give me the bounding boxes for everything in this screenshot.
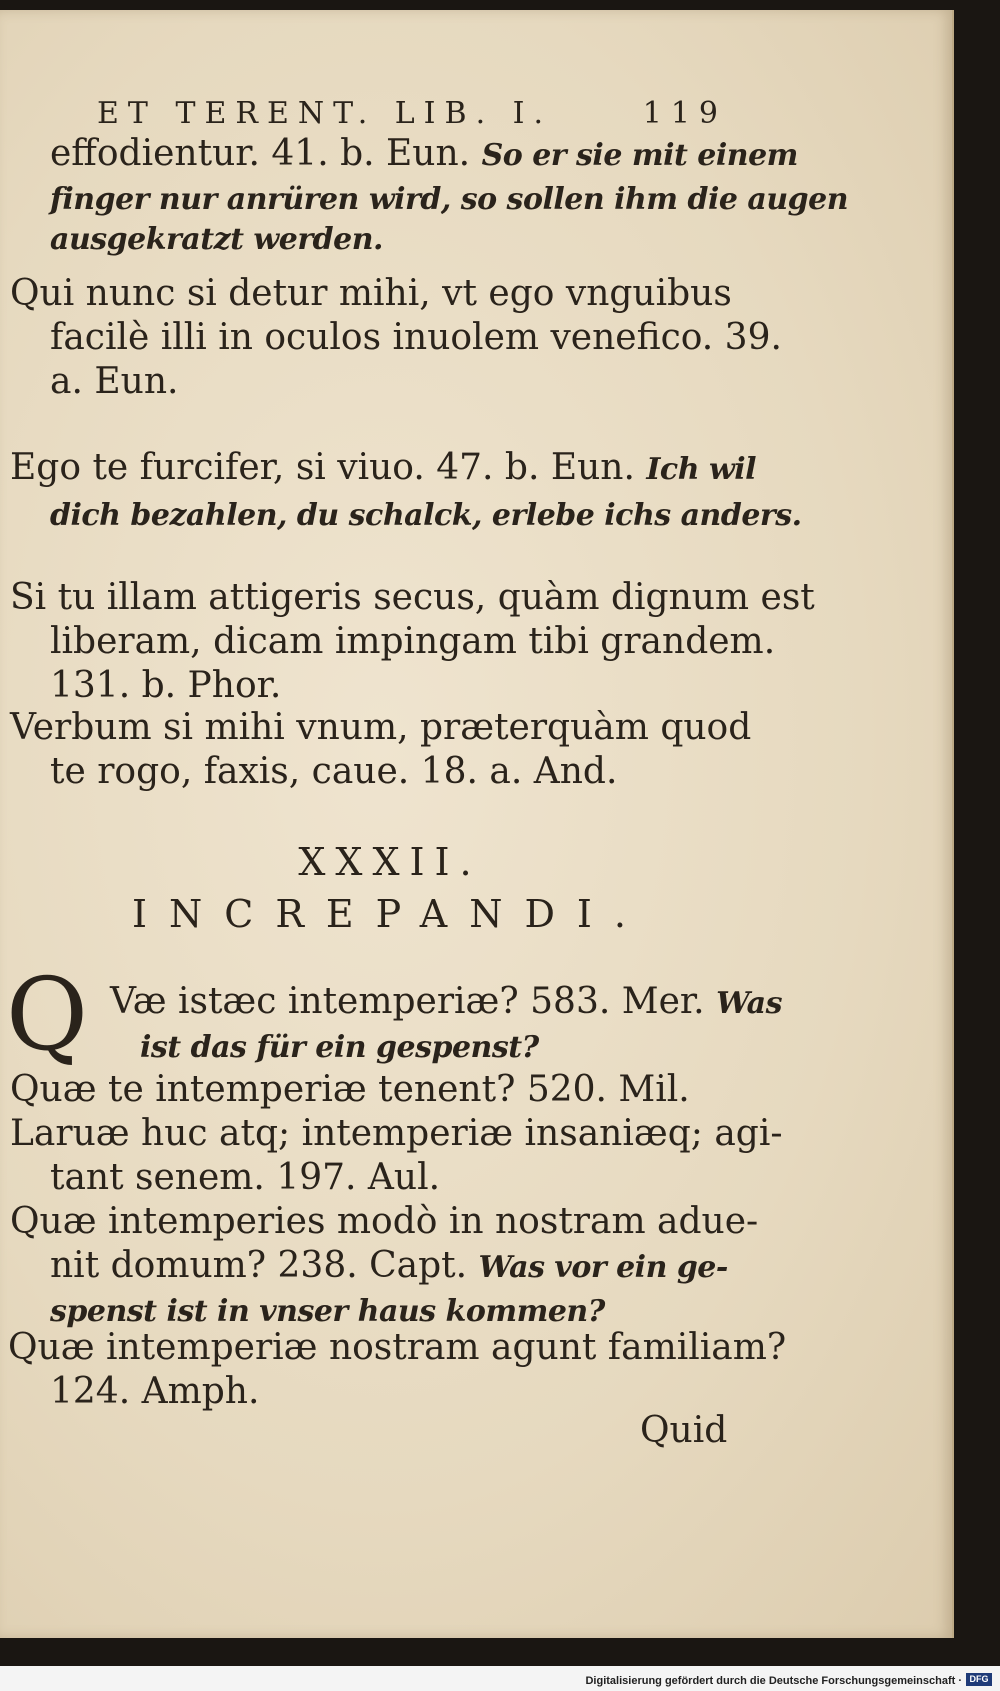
text-line: 131. b. Phor. [50,665,282,706]
text-line: Laruæ huc atq; intemperiæ insaniæq; agi- [10,1113,783,1154]
dfg-logo: DFG [966,1673,992,1686]
text-line: dich bezahlen, du schalck, erlebe ichs anders. [50,498,802,533]
text-line: spenst ist in vnser haus kommen? [50,1294,605,1329]
text-line: Verbum si mihi vnum, præterquàm quod [10,707,752,748]
digitization-credit: Digitalisierung gefördert durch die Deutsche Forschungsgemeinschaft · [585,1675,962,1687]
text-line: Quæ intemperies modò in nostram adue- [10,1201,759,1242]
text-line: Quæ te intemperiæ tenent? 520. Mil. [10,1069,690,1110]
text-line: Væ istæc intemperiæ? 583. Mer. Was [110,981,782,1022]
page-number: 119 [642,96,727,131]
text-line: effodientur. 41. b. Eun. So er sie mit einem [50,133,798,174]
text-line: nit domum? 238. Capt. Was vor ein ge- [50,1245,728,1286]
text-line: tant senem. 197. Aul. [50,1157,441,1198]
catchword: Quid [640,1410,728,1451]
section-title: INCREPANDI. [131,892,648,936]
header-title: ET TERENT. LIB. I. [97,96,553,131]
text-line: 124. Amph. [50,1371,260,1412]
text-line: Ego te furcifer, si viuo. 47. b. Eun. Ich wil [10,447,757,488]
text-line: Quæ intemperiæ nostram agunt familiam? [8,1327,787,1368]
text-line: ist das für ein gespenst? [140,1030,539,1065]
section-number: XXXII. [298,840,482,884]
text-line: Qui nunc si detur mihi, vt ego vnguibus [10,273,732,314]
text-line: facilè illi in oculos inuolem venefico. 39. [50,317,782,358]
drop-cap: Q [6,956,88,1073]
text-line: finger nur anrüren wird, so sollen ihm die augen [50,182,849,217]
text-line: liberam, dicam impingam tibi grandem. [50,621,776,662]
text-line: ausgekratzt werden. [50,222,383,257]
text-line: a. Eun. [50,361,179,402]
footer-bar [0,1666,1000,1691]
running-header [97,96,727,131]
text-line: te rogo, faxis, caue. 18. a. And. [50,751,618,792]
text-line: Si tu illam attigeris secus, quàm dignum est [10,577,815,618]
